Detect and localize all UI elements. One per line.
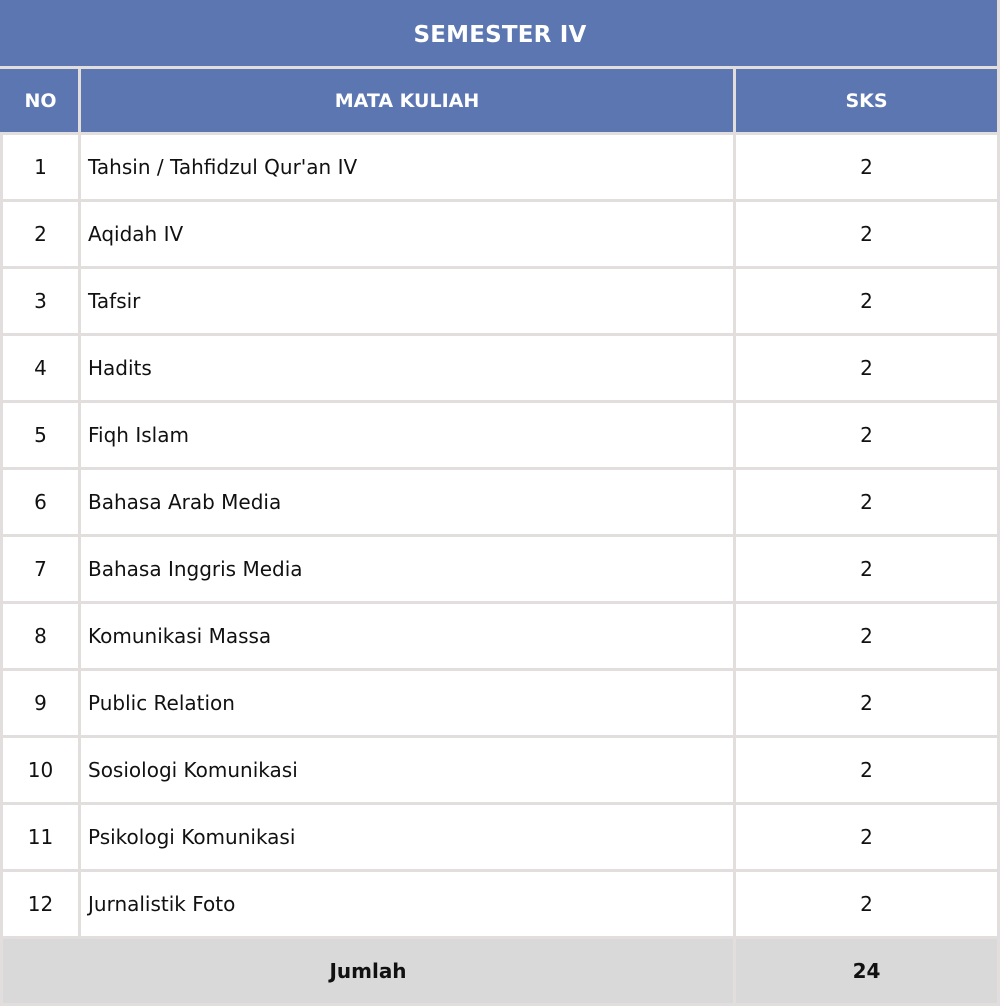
row-sks: 2 — [735, 402, 999, 469]
total-value: 24 — [735, 938, 999, 1005]
row-sks: 2 — [735, 871, 999, 938]
row-course-name: Aqidah IV — [80, 201, 735, 268]
header-no: NO — [2, 68, 80, 134]
table-row — [2, 268, 999, 335]
row-course-name: Komunikasi Massa — [80, 603, 735, 670]
row-sks: 2 — [735, 804, 999, 871]
total-row — [2, 938, 999, 1005]
table-row — [2, 804, 999, 871]
table-row — [2, 201, 999, 268]
row-course-name: Psikologi Komunikasi — [80, 804, 735, 871]
row-no: 5 — [2, 402, 80, 469]
row-sks: 2 — [735, 737, 999, 804]
row-no: 9 — [2, 670, 80, 737]
table-row — [2, 737, 999, 804]
table-row — [2, 871, 999, 938]
header-sks: SKS — [735, 68, 999, 134]
row-no: 8 — [2, 603, 80, 670]
row-sks: 2 — [735, 268, 999, 335]
table-row — [2, 670, 999, 737]
row-no: 2 — [2, 201, 80, 268]
row-sks: 2 — [735, 603, 999, 670]
row-course-name: Hadits — [80, 335, 735, 402]
table-row — [2, 469, 999, 536]
row-sks: 2 — [735, 469, 999, 536]
row-course-name: Bahasa Arab Media — [80, 469, 735, 536]
row-sks: 2 — [735, 201, 999, 268]
row-no: 10 — [2, 737, 80, 804]
row-sks: 2 — [735, 536, 999, 603]
row-course-name: Tafsir — [80, 268, 735, 335]
table-row — [2, 402, 999, 469]
total-label: Jumlah — [2, 938, 735, 1005]
row-course-name: Bahasa Inggris Media — [80, 536, 735, 603]
row-no: 4 — [2, 335, 80, 402]
table-row — [2, 603, 999, 670]
row-no: 12 — [2, 871, 80, 938]
row-sks: 2 — [735, 335, 999, 402]
table-row — [2, 134, 999, 201]
row-sks: 2 — [735, 670, 999, 737]
header-row — [2, 68, 999, 134]
row-course-name: Fiqh Islam — [80, 402, 735, 469]
row-course-name: Tahsin / Tahfidzul Qur'an IV — [80, 134, 735, 201]
table-row — [2, 335, 999, 402]
row-no: 3 — [2, 268, 80, 335]
row-course-name: Public Relation — [80, 670, 735, 737]
header-mata-kuliah: MATA KULIAH — [80, 68, 735, 134]
row-no: 1 — [2, 134, 80, 201]
row-course-name: Jurnalistik Foto — [80, 871, 735, 938]
title-row — [2, 2, 999, 68]
row-sks: 2 — [735, 134, 999, 201]
row-no: 11 — [2, 804, 80, 871]
table-row — [2, 536, 999, 603]
row-course-name: Sosiologi Komunikasi — [80, 737, 735, 804]
table-title: SEMESTER IV — [2, 2, 999, 68]
row-no: 6 — [2, 469, 80, 536]
row-no: 7 — [2, 536, 80, 603]
